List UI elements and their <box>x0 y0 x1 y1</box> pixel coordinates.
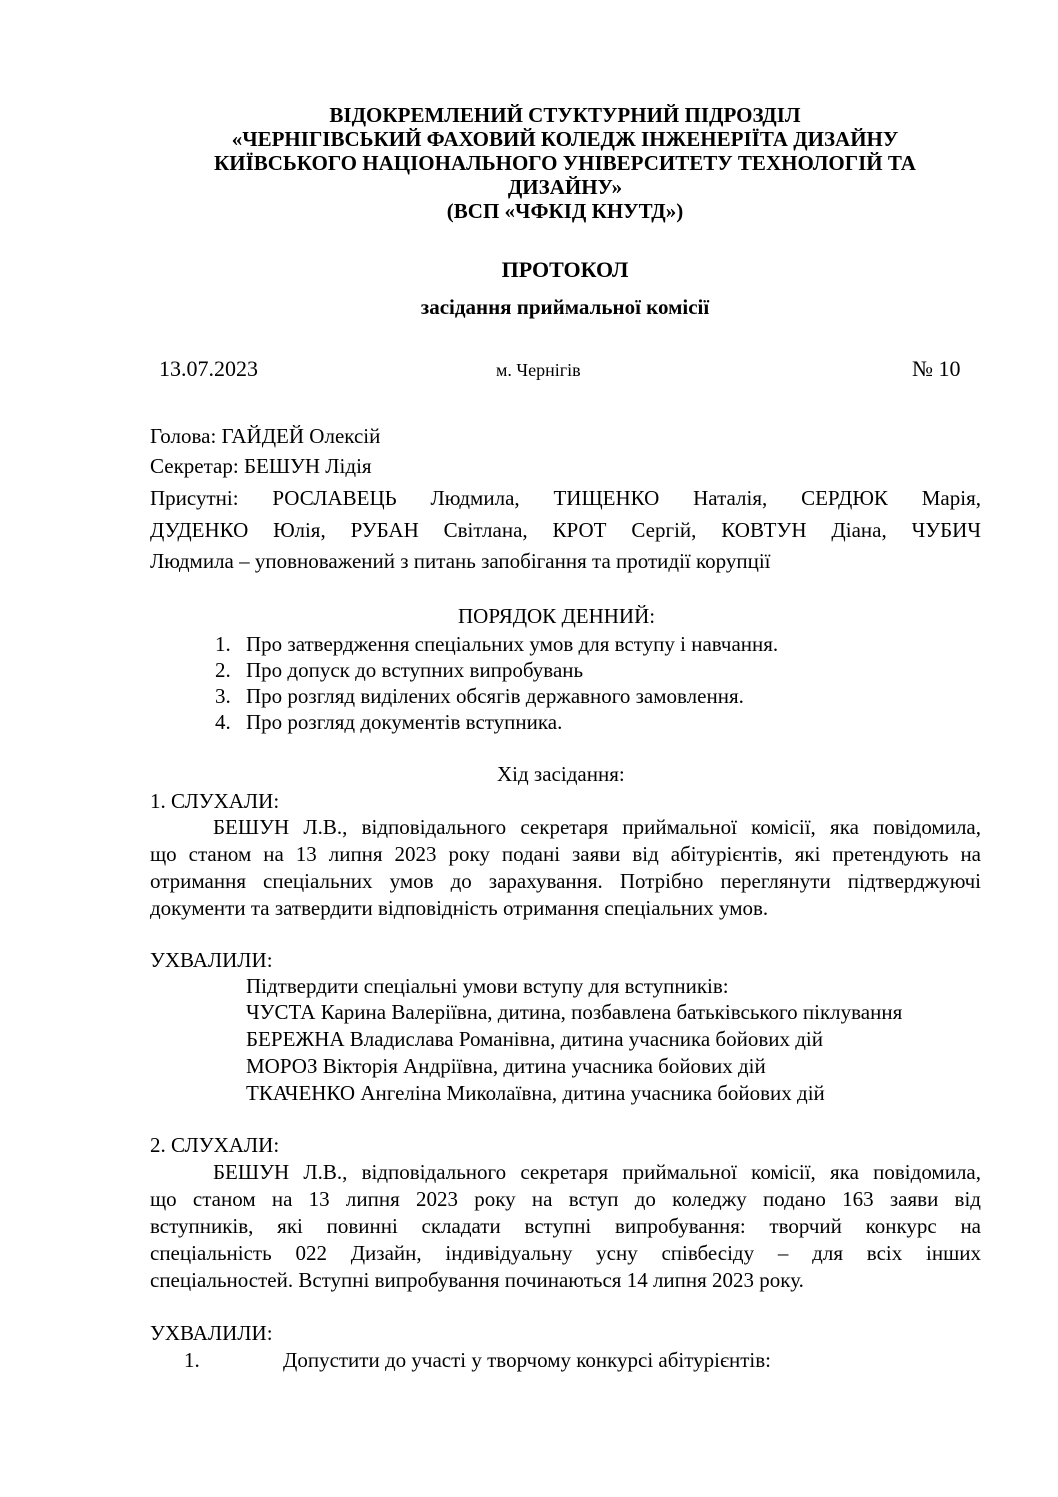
applicant-item: БЕРЕЖНА Владислава Романівна, дитина учасника бойових дій <box>246 1027 823 1051</box>
page-subtitle: засідання приймальної комісії <box>420 295 710 319</box>
section2-heard-line: вступників, які повинні складати вступні випробування: творчий конкурс на <box>150 1214 981 1238</box>
header-line: ДИЗАЙНУ» <box>507 175 623 199</box>
header-line: (ВСП «ЧФКІД КНУТД») <box>446 199 684 223</box>
agenda-item-number: 2. <box>215 658 231 682</box>
applicant-item: МОРОЗ Вікторія Андріївна, дитина учасника бойових дій <box>246 1054 766 1078</box>
section1-decided-intro: Підтвердити спеціальні умови вступу для вступників: <box>246 974 729 998</box>
section2-decided-item: Допустити до участі у творчому конкурсі абітурієнтів: <box>283 1348 772 1372</box>
secretary: Секретар: БЕШУН Лідія <box>150 454 372 478</box>
present-line: Присутні: РОСЛАВЕЦЬ Людмила, ТИЩЕНКО Наталія, СЕРДЮК Марія, <box>150 486 981 510</box>
agenda-item-number: 4. <box>215 710 231 734</box>
agenda-item: Про затвердження спеціальних умов для вступу і навчання. <box>246 632 779 656</box>
agenda-item-number: 3. <box>215 684 231 708</box>
section2-decided-number: 1. <box>184 1348 200 1372</box>
present-line: ДУДЕНКО Юлія, РУБАН Світлана, КРОТ Сергій, КОВТУН Діана, ЧУБИЧ <box>150 518 981 542</box>
page-title: ПРОТОКОЛ <box>501 257 629 282</box>
section2-heard-line: спеціальність 022 Дизайн, індивідуальну усну співбесіду – для всіх інших <box>150 1241 981 1265</box>
agenda-item: Про допуск до вступних випробувань <box>246 658 584 682</box>
section1-heard-line: що станом на 13 липня 2023 року подані заяви від абітурієнтів, які претендують на <box>150 842 981 866</box>
protocol-number: № 10 <box>912 356 961 381</box>
header-line: ВІДОКРЕМЛЕНИЙ СТУКТУРНИЙ ПІДРОЗДІЛ <box>329 103 801 127</box>
agenda-item: Про розгляд документів вступника. <box>246 710 563 734</box>
section1-heard-label: 1. СЛУХАЛИ: <box>150 789 280 813</box>
present-line: Людмила – уповноважений з питань запобігання та протидії корупції <box>150 549 771 573</box>
section2-heard-line: що станом на 13 липня 2023 року на вступ до коледжу подано 163 заяви від <box>150 1187 981 1211</box>
section1-decided-label: УХВАЛИЛИ: <box>150 948 273 972</box>
section2-heard-label: 2. СЛУХАЛИ: <box>150 1133 280 1157</box>
applicant-item: ТКАЧЕНКО Ангеліна Миколаївна, дитина учасника бойових дій <box>246 1081 825 1105</box>
section2-decided-label: УХВАЛИЛИ: <box>150 1321 273 1345</box>
chair: Голова: ГАЙДЕЙ Олексій <box>150 424 381 448</box>
section1-heard-line: документи та затвердити відповідність отримання спеціальних умов. <box>150 896 769 920</box>
section1-heard-line: отримання спеціальних умов до зарахування. Потрібно переглянути підтверджуючі <box>150 869 981 893</box>
section2-heard-line: БЕШУН Л.В., відповідального секретаря приймальної комісії, яка повідомила, <box>213 1160 981 1184</box>
header-line: КИЇВСЬКОГО НАЦІОНАЛЬНОГО УНІВЕРСИТЕТУ ТЕХНОЛОГІЙ ТА <box>214 151 916 175</box>
header-line: «ЧЕРНІГІВСЬКИЙ ФАХОВИЙ КОЛЕДЖ ІНЖЕНЕРІЇТА ДИЗАЙНУ <box>231 127 899 151</box>
section1-heard-line: БЕШУН Л.В., відповідального секретаря приймальної комісії, яка повідомила, <box>213 815 981 839</box>
protocol-date: 13.07.2023 <box>159 356 258 381</box>
section2-heard-line: спеціальностей. Вступні випробування починаються 14 липня 2023 року. <box>150 1268 804 1292</box>
applicant-item: ЧУСТА Карина Валеріївна, дитина, позбавлена батьківського піклування <box>246 1000 903 1024</box>
agenda-heading: ПОРЯДОК ДЕННИЙ: <box>458 604 656 628</box>
agenda-item-number: 1. <box>215 632 231 656</box>
protocol-city: м. Чернігів <box>496 360 581 380</box>
proceedings-heading: Хід засідання: <box>497 762 625 786</box>
agenda-item: Про розгляд виділених обсягів державного замовлення. <box>246 684 744 708</box>
